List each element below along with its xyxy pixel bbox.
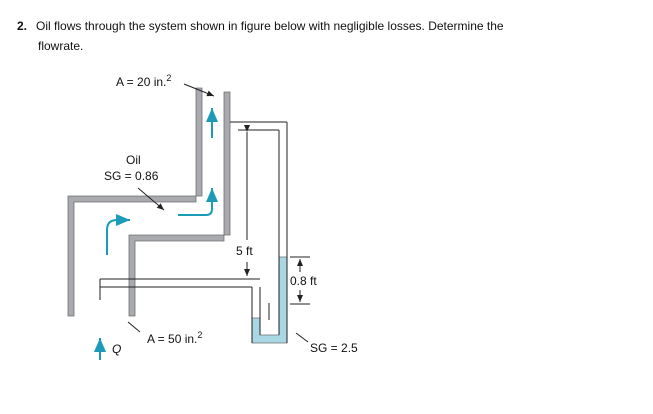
label-flow-q: Q [112,342,122,356]
pipe-inner-wall [129,92,230,316]
flow-arrow-turn [107,220,130,255]
label-manometer-sg: SG = 2.5 [310,341,358,355]
label-oil: Oil [126,153,141,167]
static-tap [100,279,260,300]
label-area-bottom: A = 50 in.$^2$ [147,330,203,346]
question-text-1: Oil flows through the system shown in figure below with negligible losses. Determine the [36,19,504,33]
manometer-tubes [230,122,287,343]
question-number: 2. [17,19,28,33]
flow-arrows [100,108,212,360]
question-line-2: flowrate. [38,39,84,53]
label-08ft: 0.8 ft [290,274,317,288]
manometer-fluid [252,257,287,343]
label-oil-sg: SG = 0.86 [104,169,159,183]
label-area-top: A = 20 in.$^2$ [116,73,172,89]
pipe-walls [68,88,230,316]
label-5ft: 5 ft [236,244,253,258]
